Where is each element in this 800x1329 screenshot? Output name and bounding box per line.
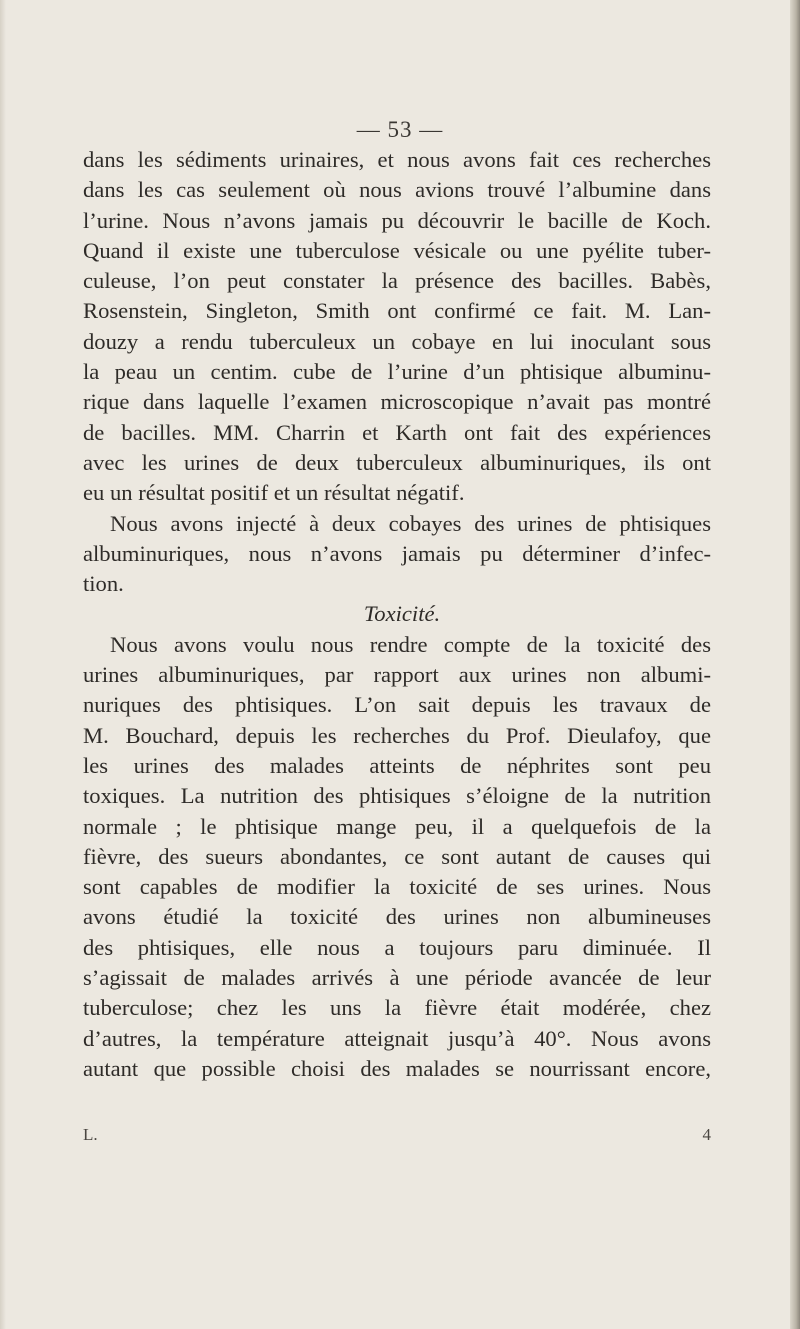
text-line: la peau un centim. cube de l’urine d’un phtisique albuminu-: [83, 359, 711, 385]
paragraph-toxicity: [83, 630, 711, 1084]
text-line: des phtisiques, elle nous a toujours paru diminuée. Il: [83, 934, 711, 960]
text-line: Rosenstein, Singleton, Smith ont confirmé ce fait. M. Lan-: [83, 298, 711, 324]
page-number: — 53 —: [356, 117, 444, 142]
body-text: [83, 145, 711, 1084]
text-line: les urines des malades atteints de néphrites sont peu: [83, 752, 711, 778]
paragraph-injection: [83, 509, 711, 600]
text-line: Nous avons injecté à deux cobayes des urines de phtisiques: [110, 510, 711, 536]
text-line: autant que possible choisi des malades se nourrissant encore,: [83, 1055, 711, 1081]
text-line: nuriques des phtisiques. L’on sait depuis les travaux de: [83, 692, 711, 718]
text-line: dans les cas seulement où nous avions trouvé l’albumine dans: [83, 177, 711, 203]
text-line: normale ; le phtisique mange peu, il a quelquefois de la: [83, 813, 711, 839]
signature-mark: L.: [83, 1125, 98, 1144]
text-line: de bacilles. MM. Charrin et Karth ont fait des expériences: [83, 419, 711, 445]
text-line: Quand il existe une tuberculose vésicale ou une pyélite tuber-: [83, 237, 711, 263]
text-line: Nous avons voulu nous rendre compte de la toxicité des: [110, 631, 711, 657]
text-line: l’urine. Nous n’avons jamais pu découvrir le bacille de Koch.: [83, 207, 711, 233]
text-line: d’autres, la température atteignait jusqu’à 40°. Nous avons: [83, 1025, 711, 1051]
paragraph-sediments: [83, 145, 711, 509]
text-line: douzy a rendu tuberculeux un cobaye en lui inoculant sous: [83, 328, 711, 354]
sheet-number: 4: [702, 1125, 711, 1144]
text-line: toxiques. La nutrition des phtisiques s’éloigne de la nutrition: [83, 783, 711, 809]
text-line: M. Bouchard, depuis les recherches du Prof. Dieulafoy, que: [83, 722, 711, 748]
text-line: avec les urines de deux tuberculeux albuminuriques, ils ont: [83, 449, 711, 475]
text-line: tion.: [83, 571, 124, 597]
section-heading: Toxicité.: [363, 601, 441, 627]
text-line: dans les sédiments urinaires, et nous avons fait ces recherches: [83, 147, 711, 172]
text-line: albuminuriques, nous n’avons jamais pu déterminer d’infec-: [83, 540, 711, 566]
text-line: tuberculose; chez les uns la fièvre était modérée, chez: [83, 995, 711, 1021]
page-binding-edge: [790, 0, 800, 1329]
text-line: avons étudié la toxicité des urines non albumineuses: [83, 904, 711, 930]
text-line: rique dans laquelle l’examen microscopique n’avait pas montré: [83, 389, 711, 415]
text-line: eu un résultat positif et un résultat négatif.: [83, 480, 465, 506]
text-line: s’agissait de malades arrivés à une période avancée de leur: [83, 965, 711, 991]
text-line: urines albuminuriques, par rapport aux urines non albumi-: [83, 662, 711, 688]
text-line: sont capables de modifier la toxicité de ses urines. Nous: [83, 874, 711, 900]
text-line: culeuse, l’on peut constater la présence des bacilles. Babès,: [83, 268, 711, 294]
text-line: fièvre, des sueurs abondantes, ce sont autant de causes qui: [83, 843, 711, 869]
page-left-edge: [0, 0, 6, 1329]
